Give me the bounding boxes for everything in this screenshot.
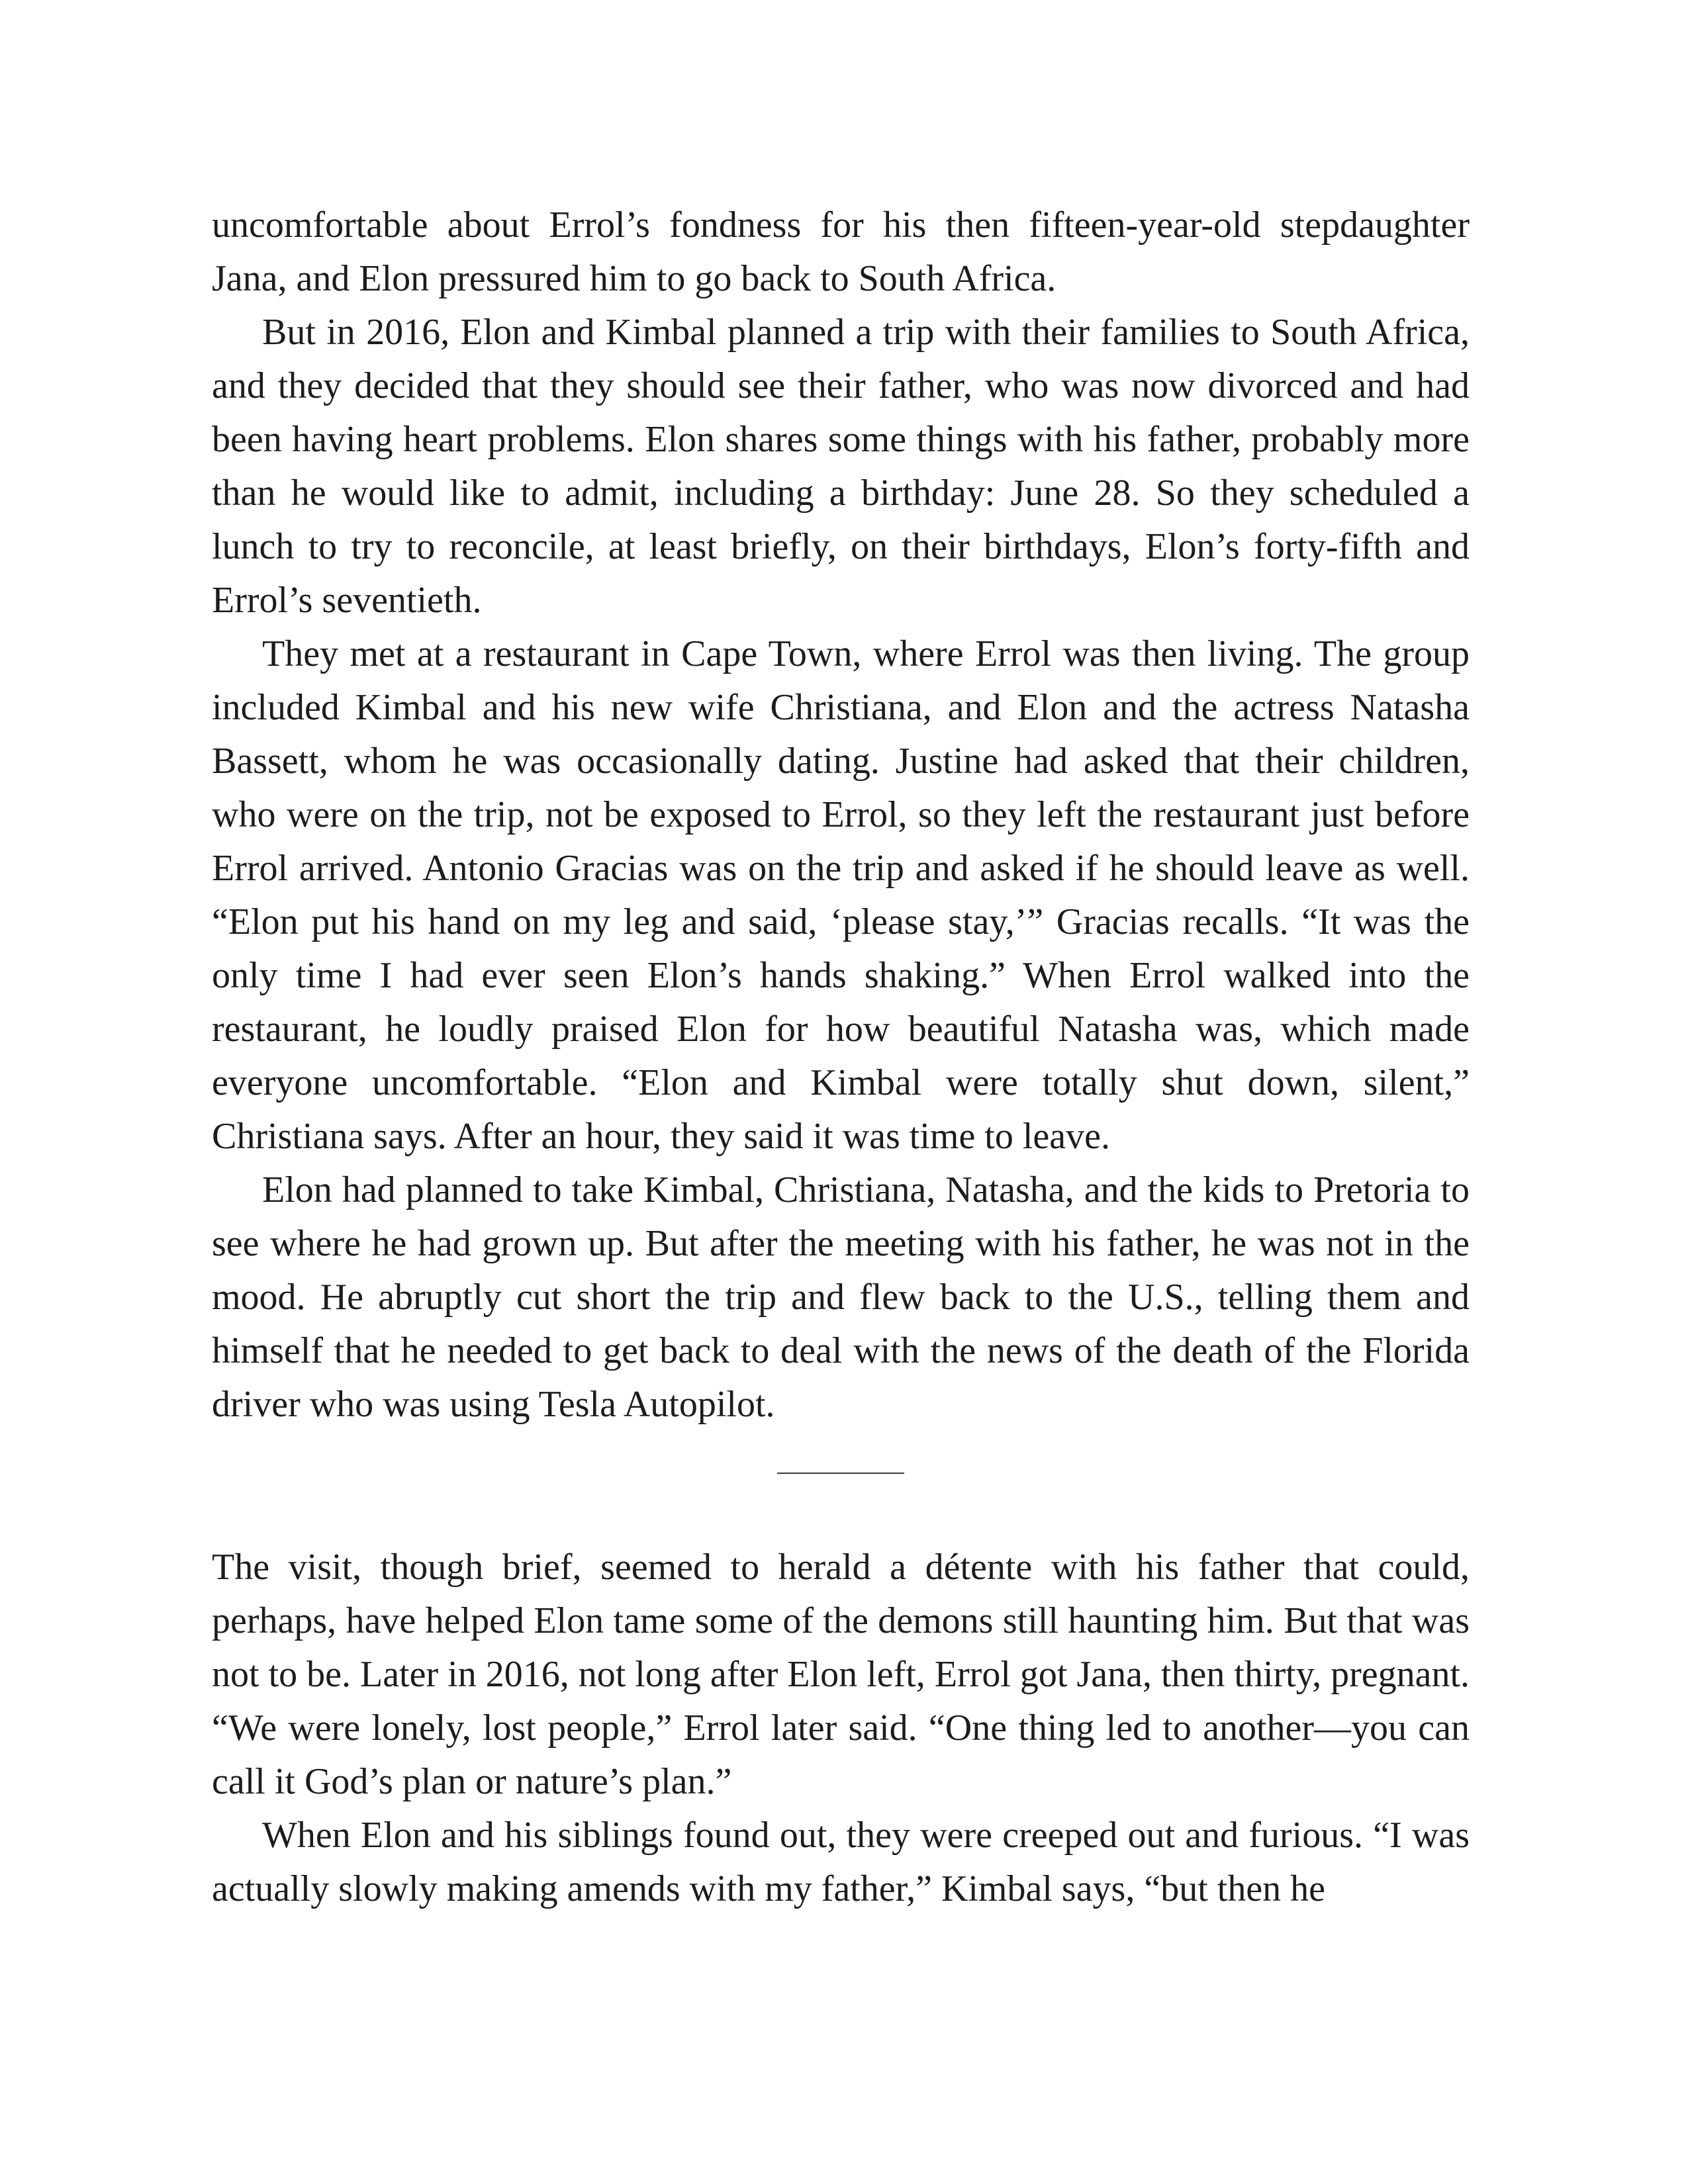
paragraph: When Elon and his siblings found out, they were creeped out and furious. “I was actually slowly making amends with my father,” Kimbal says, “but then he bbox=[212, 1815, 1470, 1909]
paragraph: Elon had planned to take Kimbal, Christiana, Natasha, and the kids to Pretoria to see where he had grown up. But after the meeting with his father, he was not in the mood. He abruptly cut short the trip and flew back to the U.S., telling them and himself that he needed to get back to deal with the news of the death of the Florida driver who was using Tesla Autopilot. bbox=[212, 1169, 1470, 1425]
paragraph: uncomfortable about Errol’s fondness for his then fifteen-year-old stepdaughter Jana, and Elon pressured him to go back to South Africa. bbox=[212, 205, 1470, 299]
section-break-rule bbox=[777, 1473, 904, 1474]
paragraph: They met at a restaurant in Cape Town, where Errol was then living. The group included Kimbal and his new wife Christiana, and Elon and the actress Natasha Bassett, whom he was occasionally dating. Justine had asked that their children, who were on the trip, not be exposed to Errol, so they left the restaurant just before Errol arrived. Antonio Gracias was on the trip and asked if he should leave as well. “Elon put his hand on my leg and said, ‘please stay,’” Gracias recalls. “It was the only time I had ever seen Elon’s hands shaking.” When Errol walked into the restaurant, he loudly praised Elon for how beautiful Natasha was, which made everyone uncomfortable. “Elon and Kimbal were totally shut down, silent,” Christiana says. After an hour, they said it was time to leave. bbox=[212, 633, 1470, 1157]
paragraph: But in 2016, Elon and Kimbal planned a trip with their families to South Africa, and they decided that they should see their father, who was now divorced and had been having heart problems. Elon shares some things with his father, probably more than he would like to admit, including a birthday: June 28. So they scheduled a lunch to try to reconcile, at least briefly, on their birthdays, Elon’s forty-fifth and Errol’s seventieth. bbox=[212, 312, 1470, 621]
book-page bbox=[212, 199, 1470, 1916]
section-after-break bbox=[212, 1541, 1470, 1916]
paragraph: The visit, though brief, seemed to herald a détente with his father that could, perhaps, have helped Elon tame some of the demons still haunting him. But that was not to be. Later in 2016, not long after Elon left, Errol got Jana, then thirty, pregnant. “We were lonely, lost people,” Errol later said. “One thing led to another—you can call it God’s plan or nature’s plan.” bbox=[212, 1547, 1470, 1802]
section-before-break bbox=[212, 199, 1470, 1432]
